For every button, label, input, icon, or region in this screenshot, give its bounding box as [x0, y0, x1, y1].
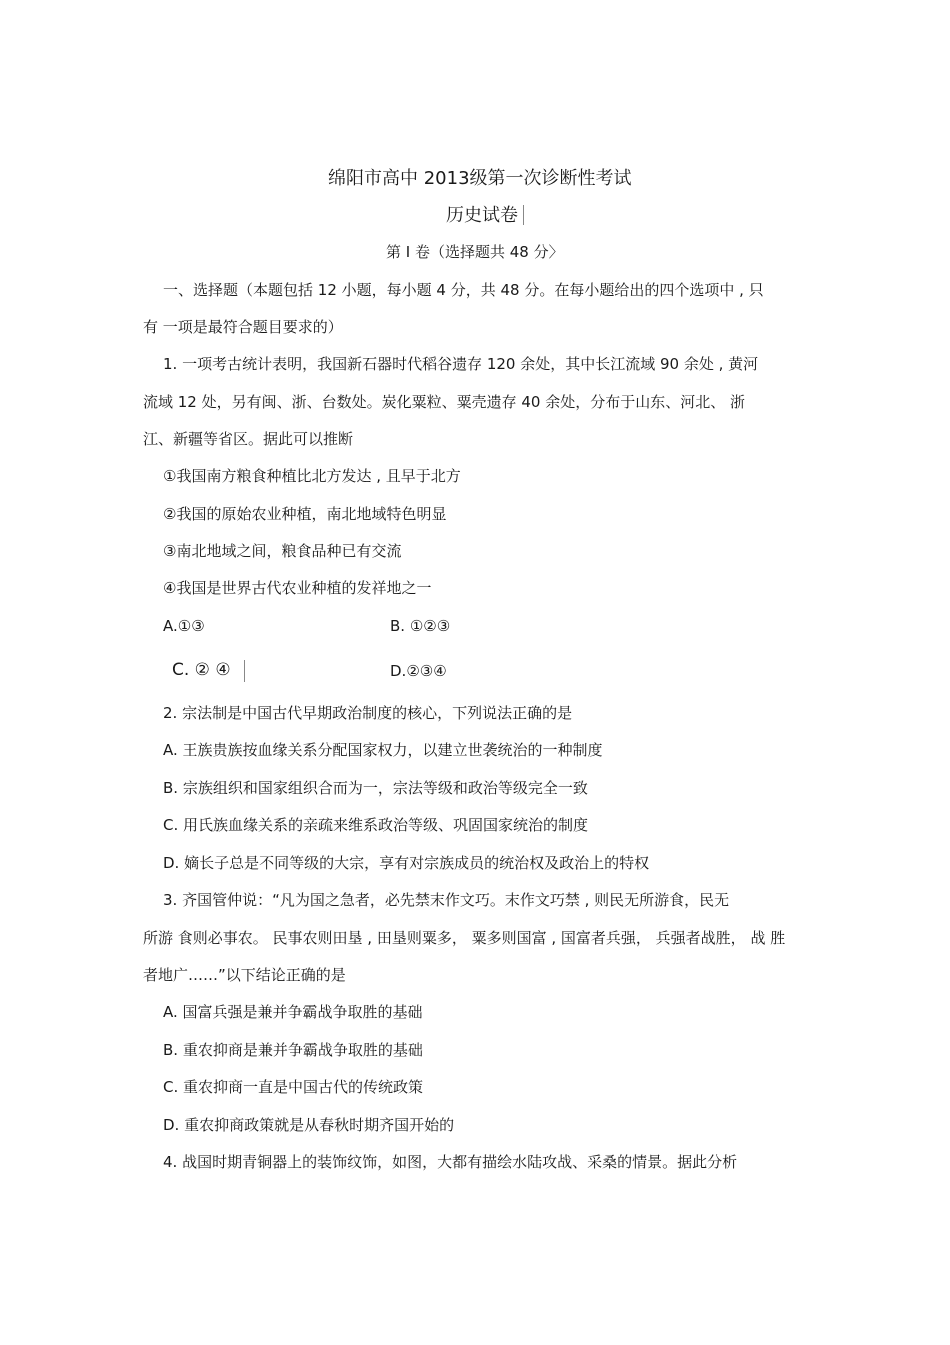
q3-option-b: B. 重农抑商是兼并争霸战争取胜的基础: [163, 1041, 423, 1059]
q2-option-d: D. 嫡长子总是不同等级的大宗，享有对宗族成员的统治权及政治上的特权: [163, 854, 650, 872]
q1-stem-line-3: 江、新疆等省区。据此可以推断: [143, 430, 354, 448]
instructions-line-1: 一、选择题（本题包括 12 小题，每小题 4 分，共 48 分。在每小题给出的四个选项中 , 只: [163, 281, 764, 299]
q3-stem-line-2: 所游 食则必事农。 民事农则田垦 , 田垦则粟多， 粟多则国富 , 国富者兵强， 兵强者战胜， 战 胜: [143, 929, 786, 947]
section-heading: 第 I 卷（选择题共 48 分〉: [386, 243, 564, 261]
q3-option-c: C. 重农抑商一直是中国古代的传统政策: [163, 1078, 424, 1096]
q2-option-c: C. 用氏族血缘关系的亲疏来维系政治等级、巩固国家统治的制度: [163, 816, 589, 834]
q1-stem-line-2: 流域 12 处，另有闽、浙、台数处。炭化粟粒、粟壳遗存 40 余处，分布于山东、河北、 浙: [143, 393, 746, 411]
instructions-line-2: 有 一项是最符合题目要求的）: [143, 318, 343, 336]
q1-stem-line-1: 1. 一项考古统计表明，我国新石器时代稻谷遗存 120 余处，其中长江流域 90 余处 , 黄河: [163, 355, 759, 373]
q1-option-c: C. ② ④: [172, 660, 231, 680]
q3-option-d: D. 重农抑商政策就是从春秋时期齐国开始的: [163, 1116, 455, 1134]
q4-stem: 4. 战国时期青铜器上的装饰纹饰，如图，大都有描绘水陆攻战、采桑的情景。据此分析: [163, 1153, 738, 1171]
q1-item-2: ②我国的原始农业种植，南北地域特色明显: [163, 505, 447, 523]
q1-option-b: B. ①②③: [390, 617, 451, 635]
q3-stem-line-1: 3. 齐国管仲说：“凡为国之急者，必先禁末作文巧。末作文巧禁 , 则民无所游食，民无: [163, 891, 730, 909]
q1-item-3: ③南北地域之间，粮食品种已有交流: [163, 542, 402, 560]
q3-option-a: A. 国富兵强是兼并争霸战争取胜的基础: [163, 1003, 423, 1021]
q1-item-4: ④我国是世界古代农业种植的发祥地之一: [163, 579, 432, 597]
q2-option-b: B. 宗族组织和国家组织合而为一，宗法等级和政治等级完全一致: [163, 779, 588, 797]
q1-option-d: D.②③④: [390, 662, 447, 680]
cursor-mark: [244, 660, 245, 682]
exam-title: 绵阳市高中 2013级第一次诊断性考试: [328, 168, 632, 189]
q2-option-a: A. 王族贵族按血缘关系分配国家权力，以建立世袭统治的一种制度: [163, 741, 603, 759]
exam-subtitle: 历史试卷: [446, 205, 518, 226]
q2-stem: 2. 宗法制是中国古代早期政治制度的核心，下列说法正确的是: [163, 704, 573, 722]
q3-stem-line-3: 者地广……”以下结论正确的是: [143, 966, 346, 984]
q1-item-1: ①我国南方粮食种植比北方发达 , 且早于北方: [163, 467, 461, 485]
cursor-mark: [523, 205, 524, 225]
q1-option-a: A.①③: [163, 617, 205, 635]
